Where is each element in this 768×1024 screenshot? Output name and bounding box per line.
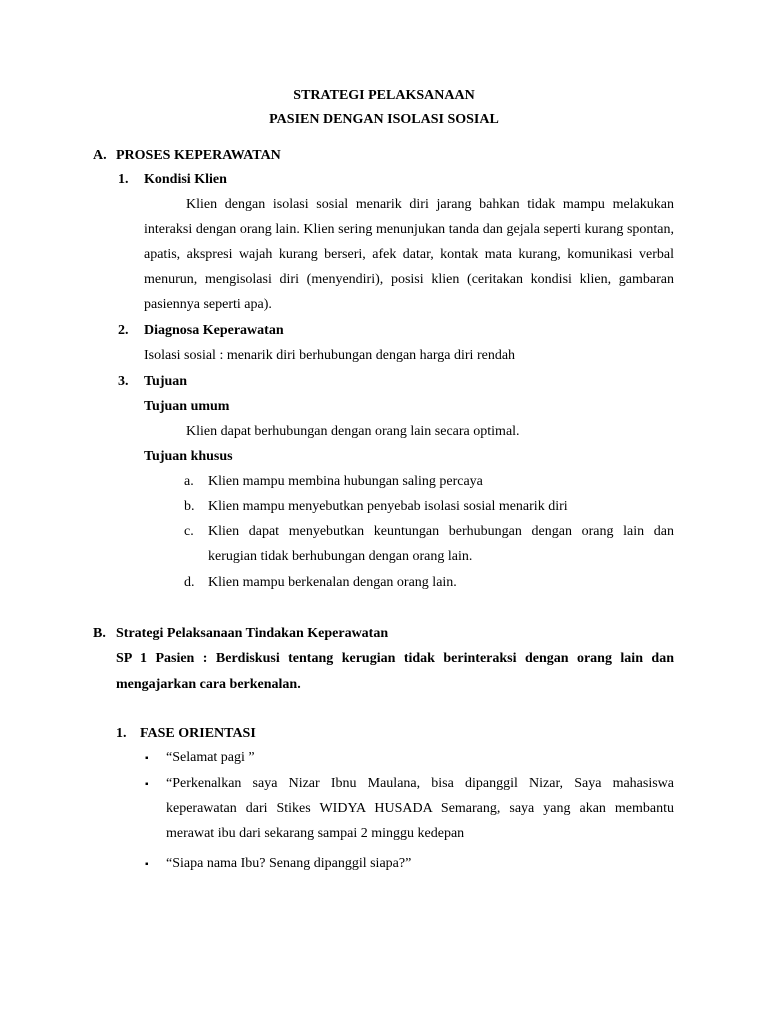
kondisi-klien-paragraph: Klien dengan isolasi sosial menarik diri jarang bahkan tidak mampu melakukan interaksi dengan orang lain. Klien sering menunjukan tanda dan gejala seperti kurang spontan, apatis, akspresi wajah kurang berseri, afek datar, kontak mata kurang, komunikasi verbal menurun, mengisolasi diri (menyendiri), posisi klien (ceritakan kondisi klien, gambaran pasiennya seperti apa).	[144, 197, 674, 312]
bullet-icon: ▪	[145, 753, 149, 764]
sp-1-pasien-text: SP 1 Pasien : Berdiskusi tentang kerugian tidak berinteraksi dengan orang lain dan mengajarkan cara berkenalan.	[116, 651, 674, 692]
tujuan-umum-text: Klien dapat berhubungan dengan orang lain secara optimal.	[186, 424, 520, 439]
diagnosa-text: Isolasi sosial : menarik diri berhubungan dengan harga diri rendah	[144, 348, 516, 363]
item-3-number: 3.	[118, 374, 129, 389]
bullet-introduction: “Perkenalkan saya Nizar Ibnu Maulana, bisa dipanggil Nizar, Saya mahasiswa keperawatan dari Stikes WIDYA HUSADA Semarang, saya yang akan membantu merawat ibu dari sekarang sampai 2 minggu kedepan	[166, 776, 674, 841]
item-2-heading: Diagnosa Keperawatan	[144, 323, 284, 338]
section-b-heading: Strategi Pelaksanaan Tindakan Keperawatan	[116, 626, 389, 641]
khusus-a-text: Klien mampu membina hubungan saling percaya	[208, 474, 483, 489]
khusus-c-letter: c.	[184, 524, 194, 539]
item-3-heading: Tujuan	[144, 374, 188, 389]
section-a-heading: PROSES KEPERAWATAN	[116, 148, 281, 163]
khusus-b-letter: b.	[184, 499, 195, 514]
section-b-marker: B.	[93, 626, 106, 641]
bullet-greeting: “Selamat pagi ”	[166, 750, 255, 765]
item-2-number: 2.	[118, 323, 129, 338]
khusus-d-text: Klien mampu berkenalan dengan orang lain.	[208, 575, 457, 590]
item-1-heading: Kondisi Klien	[144, 172, 227, 187]
document-title-line2: PASIEN DENGAN ISOLASI SOSIAL	[269, 112, 499, 127]
bullet-ask-name: “Siapa nama Ibu? Senang dipanggil siapa?”	[166, 856, 412, 871]
bullet-icon: ▪	[145, 859, 149, 870]
item-1-number: 1.	[118, 172, 129, 187]
document-title-line1: STRATEGI PELAKSANAAN	[293, 88, 475, 103]
khusus-a-letter: a.	[184, 474, 194, 489]
tujuan-umum-heading: Tujuan umum	[144, 399, 230, 414]
bullet-icon: ▪	[145, 779, 149, 790]
khusus-d-letter: d.	[184, 575, 195, 590]
fase-orientasi-heading: FASE ORIENTASI	[140, 726, 256, 741]
khusus-b-text: Klien mampu menyebutkan penyebab isolasi sosial menarik diri	[208, 499, 568, 514]
section-a-marker: A.	[93, 148, 107, 163]
khusus-c-text: Klien dapat menyebutkan keuntungan berhubungan dengan orang lain dan kerugian tidak berhubungan dengan orang lain.	[208, 524, 674, 564]
tujuan-khusus-heading: Tujuan khusus	[144, 449, 233, 464]
phase-number: 1.	[116, 726, 127, 741]
